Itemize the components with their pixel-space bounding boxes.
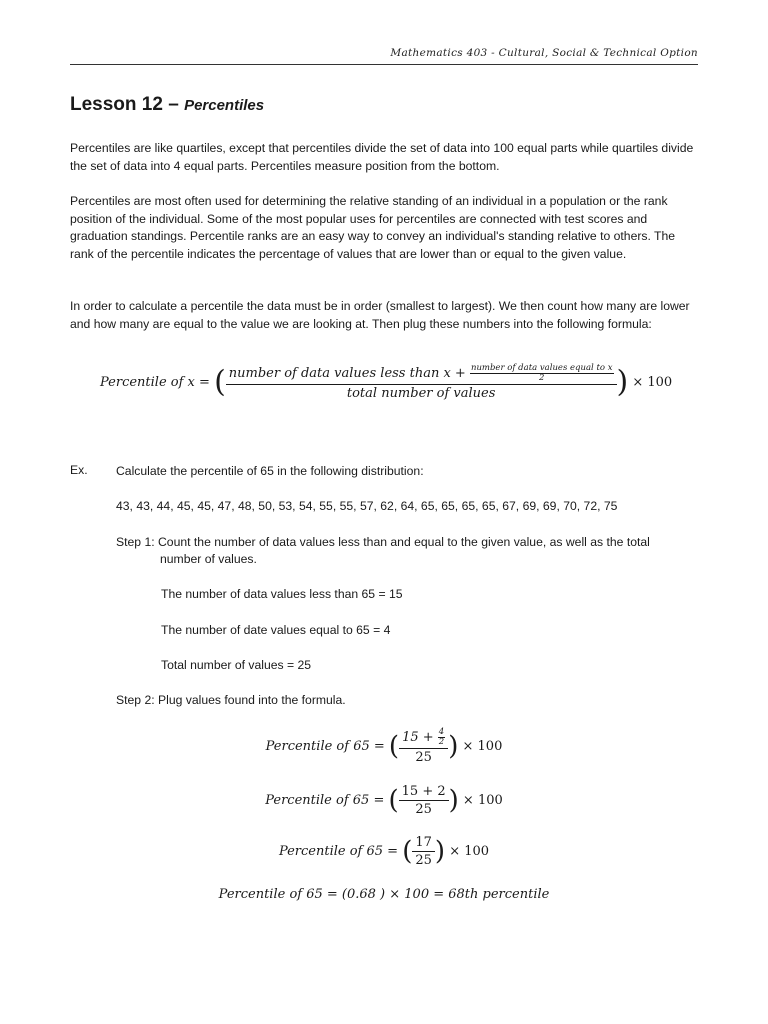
paragraph-1 <box>70 140 698 175</box>
count-total: Total number of values = 25 <box>161 658 312 672</box>
solution-lhs: Percentile of 65 = <box>265 739 385 754</box>
formula-small-fraction <box>470 364 614 383</box>
solution-fraction <box>399 728 448 765</box>
paragraph-2 <box>70 193 698 263</box>
solution-lhs: Percentile of 65 = <box>265 793 385 808</box>
lesson-title-main: Lesson 12 – <box>70 94 185 115</box>
example-question: Calculate the percentile of 65 in the following distribution: <box>116 464 424 478</box>
formula-denominator: total number of values <box>346 386 496 401</box>
solution-fraction <box>399 784 449 817</box>
solution-lhs: Percentile of 65 = <box>278 844 399 859</box>
formula-small-numerator: number of data values equal to x <box>470 363 613 373</box>
solution-small-denominator: 2 <box>438 737 445 747</box>
solution-line-4: Percentile of 65 = (0.68 ) × 100 = 68th percentile <box>218 887 550 902</box>
count-less: The number of data values less than 65 = 15 <box>161 587 403 601</box>
formula-numerator <box>226 364 617 385</box>
paragraph-3 <box>70 298 698 333</box>
right-paren: ) <box>434 836 446 867</box>
solution-numerator: 17 <box>412 835 435 852</box>
step1-line2: number of values. <box>160 552 257 566</box>
lesson-title <box>70 94 264 116</box>
formula-numerator-main: number of data values less than x + <box>228 366 466 381</box>
lesson-title-sub: Percentiles <box>184 97 265 114</box>
formula-small-denominator: 2 <box>539 373 545 383</box>
right-paren: ) <box>448 785 459 816</box>
formula-fraction <box>226 364 617 401</box>
formula-times: × 100 <box>632 375 673 390</box>
paragraph-text: Percentiles are like quartiles, except that percentiles divide the set of data into 100 equal parts while quartiles divide the set of data into 4 equal parts. Percentiles measure position from the bottom. <box>70 141 694 173</box>
solution-line-3 <box>0 835 768 868</box>
solution-small-fraction <box>438 728 445 747</box>
solution-line-2 <box>0 784 768 817</box>
paragraph-text: In order to calculate a percentile the data must be in order (smallest to largest). We then count how many are lower and how many are equal to the value we are looking at. Then plug these numbers into the following formula: <box>70 299 690 331</box>
solution-numerator-main: 15 + <box>402 730 434 745</box>
right-paren: ) <box>616 364 629 400</box>
solution-denominator: 25 <box>415 750 432 765</box>
example-label: Ex. <box>70 463 88 477</box>
solution-small-numerator: 4 <box>438 727 445 737</box>
solution-denominator: 25 <box>415 802 432 817</box>
paragraph-text: Percentiles are most often used for determining the relative standing of an individual in a population or the rank position of the individual. Some of the most popular uses for percentiles are connected with test scores and graduation standings. Percentile ranks are an easy way to convey an individual's standing relative to others. The rank of the percentile indicates the percentage of values that are lower than or equal to the given value. <box>70 194 676 261</box>
solution-numerator: 15 + 2 <box>399 784 449 801</box>
solution-line-1 <box>0 728 768 765</box>
solution-numerator <box>399 728 448 749</box>
left-paren: ( <box>388 785 399 816</box>
course-header: Mathematics 403 - Cultural, Social & Technical Option <box>390 47 698 59</box>
left-paren: ( <box>214 364 226 400</box>
header-divider <box>70 64 698 65</box>
formula-lhs: Percentile of x = <box>100 375 210 390</box>
step2-text: Step 2: Plug values found into the formula. <box>116 693 346 707</box>
solution-denominator: 25 <box>415 853 432 868</box>
left-paren: ( <box>402 836 413 867</box>
solution-times: × 100 <box>462 739 503 754</box>
right-paren: ) <box>448 731 459 762</box>
percentile-formula <box>0 364 768 401</box>
solution-times: × 100 <box>449 844 490 859</box>
left-paren: ( <box>388 731 400 762</box>
count-equal: The number of date values equal to 65 = 4 <box>161 623 391 637</box>
example-distribution: 43, 43, 44, 45, 45, 47, 48, 50, 53, 54, 55, 55, 57, 62, 64, 65, 65, 65, 65, 67, 69, 69, 70, 72, 75 <box>116 499 618 513</box>
step1-line1: Step 1: Count the number of data values less than and equal to the given value, as well as the total <box>116 535 650 549</box>
solution-times: × 100 <box>462 793 503 808</box>
solution-fraction <box>412 835 435 868</box>
